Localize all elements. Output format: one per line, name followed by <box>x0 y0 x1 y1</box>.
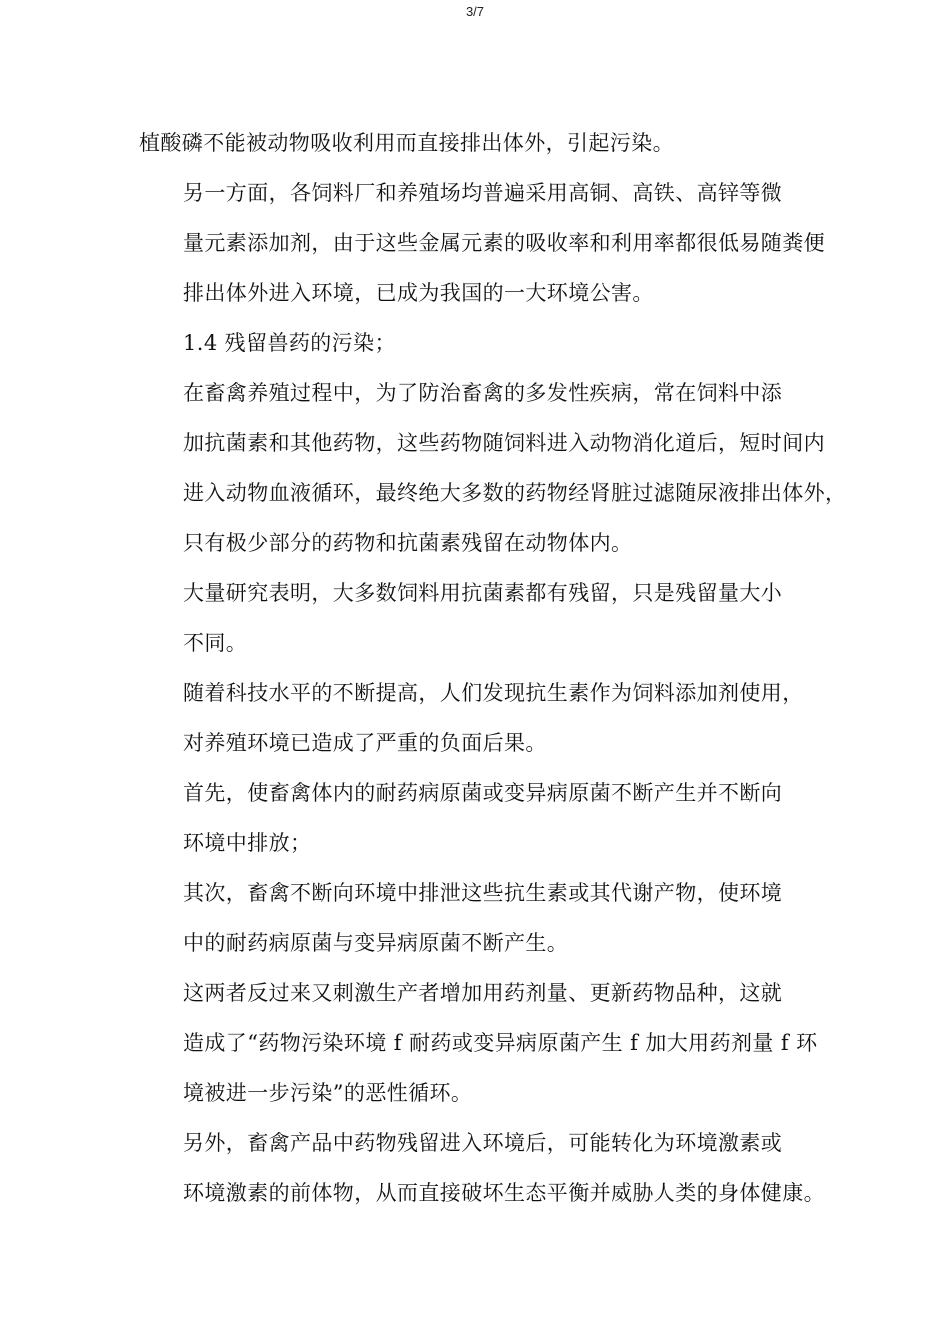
text-line: 只有极少部分的药物和抗菌素残留在动物体内。 <box>183 531 633 555</box>
text-line: 环境激素的前体物，从而直接破坏生态平衡并威胁人类的身体健康。 <box>183 1181 825 1205</box>
text-line: 另一方面，各饲料厂和养殖场均普遍采用高铜、高铁、高锌等微 <box>183 181 783 205</box>
text-line: 排出体外进入环境，已成为我国的一大环境公害。 <box>183 281 654 305</box>
text-line: 植酸磷不能被动物吸收利用而直接排出体外，引起污染。 <box>139 131 674 155</box>
paragraph <box>139 968 829 1118</box>
paragraph <box>139 568 829 668</box>
paragraph <box>139 668 829 768</box>
text-line: 造成了“药物污染环境 f 耐药或变异病原菌产生 f 加大用药剂量 f 环 <box>183 1031 818 1055</box>
text-line: 境被进一步污染”的恶性循环。 <box>183 1081 473 1105</box>
text-line: 环境中排放； <box>183 831 312 855</box>
text-line: 量元素添加剂，由于这些金属元素的吸收率和利用率都很低易随粪便 <box>183 231 825 255</box>
paragraph <box>139 1118 829 1218</box>
text-line: 中的耐药病原菌与变异病原菌不断产生。 <box>183 931 569 955</box>
paragraph <box>139 168 829 318</box>
text-line: 对养殖环境已造成了严重的负面后果。 <box>183 731 547 755</box>
text-line: 进入动物血液循环，最终绝大多数的药物经肾脏过滤随尿液排出体外， <box>183 481 847 505</box>
paragraph <box>139 368 847 568</box>
text-line: 加抗菌素和其他药物，这些药物随饲料进入动物消化道后，短时间内 <box>183 431 825 455</box>
text-line: 大量研究表明，大多数饲料用抗菌素都有残留，只是残留量大小 <box>183 581 783 605</box>
paragraph <box>139 868 829 968</box>
text-line: 不同。 <box>183 631 248 655</box>
text-line: 随着科技水平的不断提高，人们发现抗生素作为饲料添加剂使用， <box>183 681 804 705</box>
paragraph <box>139 118 829 168</box>
text-line: 在畜禽养殖过程中，为了防治畜禽的多发性疾病，常在饲料中添 <box>183 381 783 405</box>
paragraph <box>139 318 829 368</box>
paragraph <box>139 768 829 868</box>
text-line: 首先，使畜禽体内的耐药病原菌或变异病原菌不断产生并不断向 <box>183 781 783 805</box>
text-line: 其次，畜禽不断向环境中排泄这些抗生素或其代谢产物，使环境 <box>183 881 783 905</box>
text-line: 这两者反过来又刺激生产者增加用药剂量、更新药物品种，这就 <box>183 981 783 1005</box>
page-number: 3/7 <box>465 4 485 19</box>
document-body <box>139 118 847 1218</box>
text-line: 1.4 残留兽药的污染； <box>183 331 396 355</box>
text-line: 另外，畜禽产品中药物残留进入环境后，可能转化为环境激素或 <box>183 1131 783 1155</box>
